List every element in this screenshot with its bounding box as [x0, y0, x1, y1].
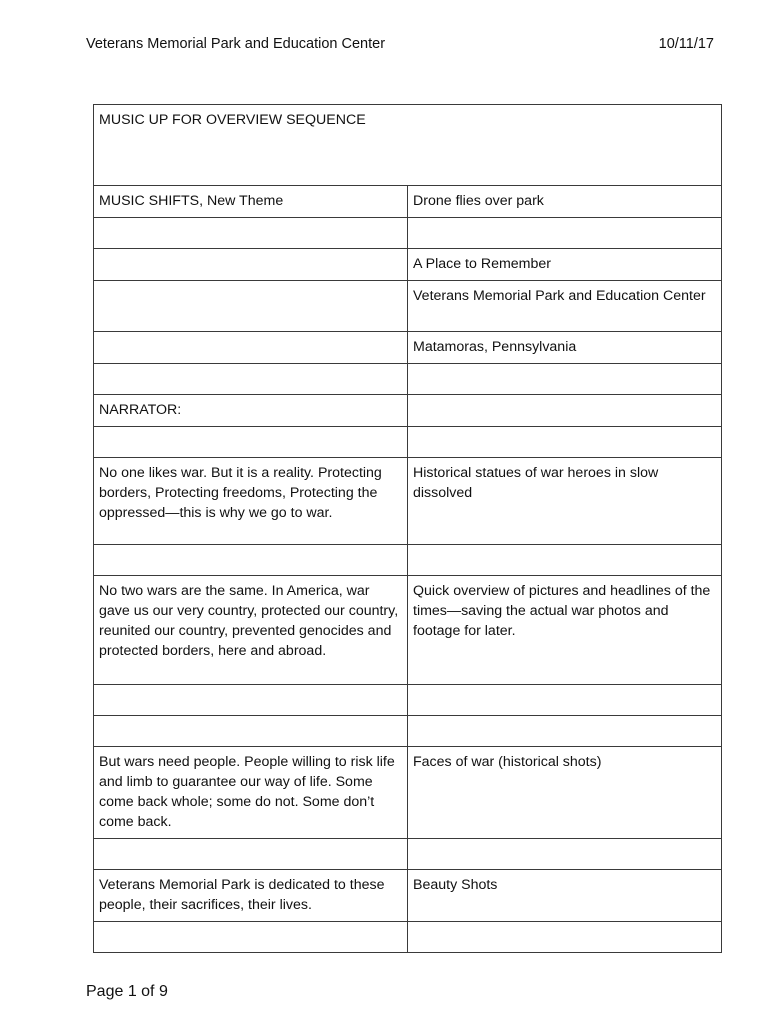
- table-row: [94, 186, 722, 218]
- table-row: [94, 364, 722, 395]
- audio-cell: [94, 922, 408, 953]
- script-table: [93, 104, 722, 953]
- video-cell: Quick overview of pictures and headlines of the times—saving the actual war photos and footage for later.: [408, 576, 722, 685]
- audio-cell: [94, 281, 408, 332]
- video-cell: [408, 218, 722, 249]
- video-cell: [408, 839, 722, 870]
- table-row: [94, 218, 722, 249]
- page-header: [86, 36, 714, 58]
- table-row: [94, 685, 722, 716]
- video-cell: A Place to Remember: [408, 249, 722, 281]
- table-row: [94, 576, 722, 685]
- table-row: [94, 249, 722, 281]
- table-row: [94, 545, 722, 576]
- table-row: [94, 458, 722, 545]
- audio-cell: But wars need people. People willing to risk life and limb to guarantee our way of life. Some come back whole; some do not. Some don’t come back.: [94, 747, 408, 839]
- audio-cell: [94, 545, 408, 576]
- audio-cell: No one likes war. But it is a reality. Protecting borders, Protecting freedoms, Protecting the oppressed—this is why we go to war.: [94, 458, 408, 545]
- audio-cell: [94, 364, 408, 395]
- audio-cell: [94, 839, 408, 870]
- table-row: [94, 922, 722, 953]
- table-row: [94, 839, 722, 870]
- table-row: [94, 716, 722, 747]
- script-title-row: [94, 105, 722, 186]
- video-cell: Matamoras, Pennsylvania: [408, 332, 722, 364]
- table-row: [94, 395, 722, 427]
- video-cell: [408, 716, 722, 747]
- table-row: [94, 427, 722, 458]
- video-cell: [408, 545, 722, 576]
- audio-cell: No two wars are the same. In America, war gave us our very country, protected our country, reunited our country, prevented genocides and protected borders, here and abroad.: [94, 576, 408, 685]
- audio-cell: [94, 249, 408, 281]
- audio-cell: [94, 332, 408, 364]
- audio-cell: [94, 427, 408, 458]
- audio-cell: Veterans Memorial Park is dedicated to these people, their sacrifices, their lives.: [94, 870, 408, 922]
- video-cell: [408, 395, 722, 427]
- table-row: [94, 332, 722, 364]
- video-cell: [408, 685, 722, 716]
- video-cell: Veterans Memorial Park and Education Center: [408, 281, 722, 332]
- video-cell: [408, 364, 722, 395]
- video-cell: Historical statues of war heroes in slow dissolved: [408, 458, 722, 545]
- video-cell: Beauty Shots: [408, 870, 722, 922]
- audio-cell: [94, 218, 408, 249]
- video-cell: [408, 427, 722, 458]
- audio-cell: NARRATOR:: [94, 395, 408, 427]
- table-row: [94, 281, 722, 332]
- video-cell: [408, 922, 722, 953]
- document-title: Veterans Memorial Park and Education Center: [86, 36, 386, 52]
- video-cell: Drone flies over park: [408, 186, 722, 218]
- page-number: Page 1 of 9: [86, 983, 168, 1000]
- table-row: [94, 870, 722, 922]
- audio-cell: [94, 716, 408, 747]
- audio-cell: MUSIC SHIFTS, New Theme: [94, 186, 408, 218]
- script-title-cell: MUSIC UP FOR OVERVIEW SEQUENCE: [94, 105, 722, 186]
- audio-cell: [94, 685, 408, 716]
- video-cell: Faces of war (historical shots): [408, 747, 722, 839]
- document-date: 10/11/17: [658, 36, 714, 52]
- table-row: [94, 747, 722, 839]
